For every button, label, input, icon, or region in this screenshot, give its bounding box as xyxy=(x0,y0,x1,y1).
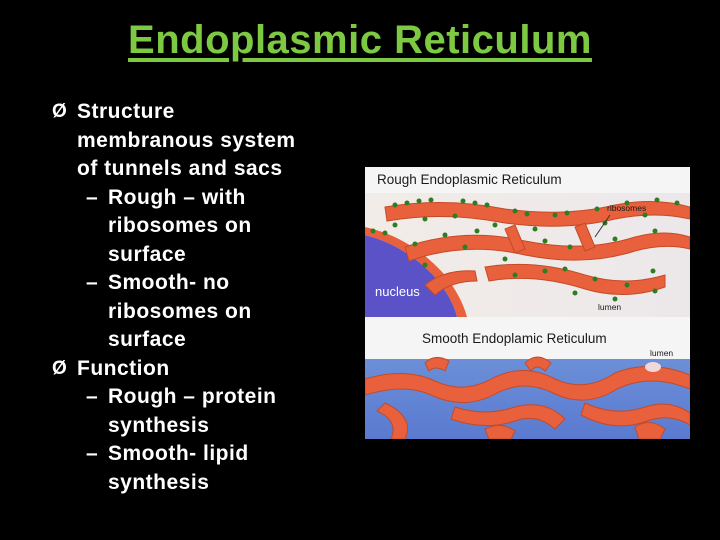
dash-bullet-icon: – xyxy=(86,185,99,209)
sub-bullet-item xyxy=(52,440,352,469)
lumen-label-smooth: lumen xyxy=(650,348,674,358)
nucleus-label: nucleus xyxy=(375,284,420,299)
sub-bullet-item xyxy=(52,269,352,298)
bullet-list xyxy=(52,98,352,497)
dash-bullet-icon: – xyxy=(86,271,99,294)
bullet-text: synthesis xyxy=(108,413,210,437)
bullet-text: Rough – protein xyxy=(108,385,277,408)
sub-bullet-item xyxy=(52,184,352,213)
bullet-text: Smooth- lipid xyxy=(108,442,249,465)
bullet-item xyxy=(52,98,352,127)
bullet-item xyxy=(52,355,352,384)
bullet-text: surface xyxy=(108,242,187,266)
bullet-text: ribosomes on xyxy=(108,299,252,323)
lumen-label-rough: lumen xyxy=(598,302,622,312)
sub-bullet-item xyxy=(52,241,352,270)
sub-bullet-item xyxy=(52,469,352,498)
bullet-text: membranous system xyxy=(77,128,296,152)
er-diagram xyxy=(365,167,690,439)
bullet-text: of tunnels and sacs xyxy=(77,157,283,180)
bullet-text: Smooth- no xyxy=(108,271,230,294)
sub-bullet-item xyxy=(52,412,352,441)
bullet-item xyxy=(52,155,352,184)
arrow-bullet-icon: Ø xyxy=(52,357,68,379)
bullet-text: surface xyxy=(108,328,187,351)
rough-er-label: Rough Endoplasmic Reticulum xyxy=(377,172,562,187)
bullet-text: Structure xyxy=(77,100,175,123)
bullet-text: synthesis xyxy=(108,470,210,494)
sub-bullet-item xyxy=(52,326,352,355)
dash-bullet-icon: – xyxy=(86,385,99,408)
bullet-text: Function xyxy=(77,356,170,380)
sub-bullet-item xyxy=(52,212,352,241)
dash-bullet-icon: – xyxy=(86,442,99,465)
bullet-text: Rough – with xyxy=(108,185,246,209)
bullet-text: ribosomes on xyxy=(108,214,252,237)
bullet-item xyxy=(52,127,352,156)
ribosomes-label: ribosomes xyxy=(607,203,647,213)
sub-bullet-item xyxy=(52,383,352,412)
lumen-highlight xyxy=(645,362,661,372)
smooth-er-label: Smooth Endoplamic Reticulum xyxy=(422,331,607,346)
arrow-bullet-icon: Ø xyxy=(52,101,68,122)
slide-title: Endoplasmic Reticulum xyxy=(128,18,592,62)
sub-bullet-item xyxy=(52,298,352,327)
